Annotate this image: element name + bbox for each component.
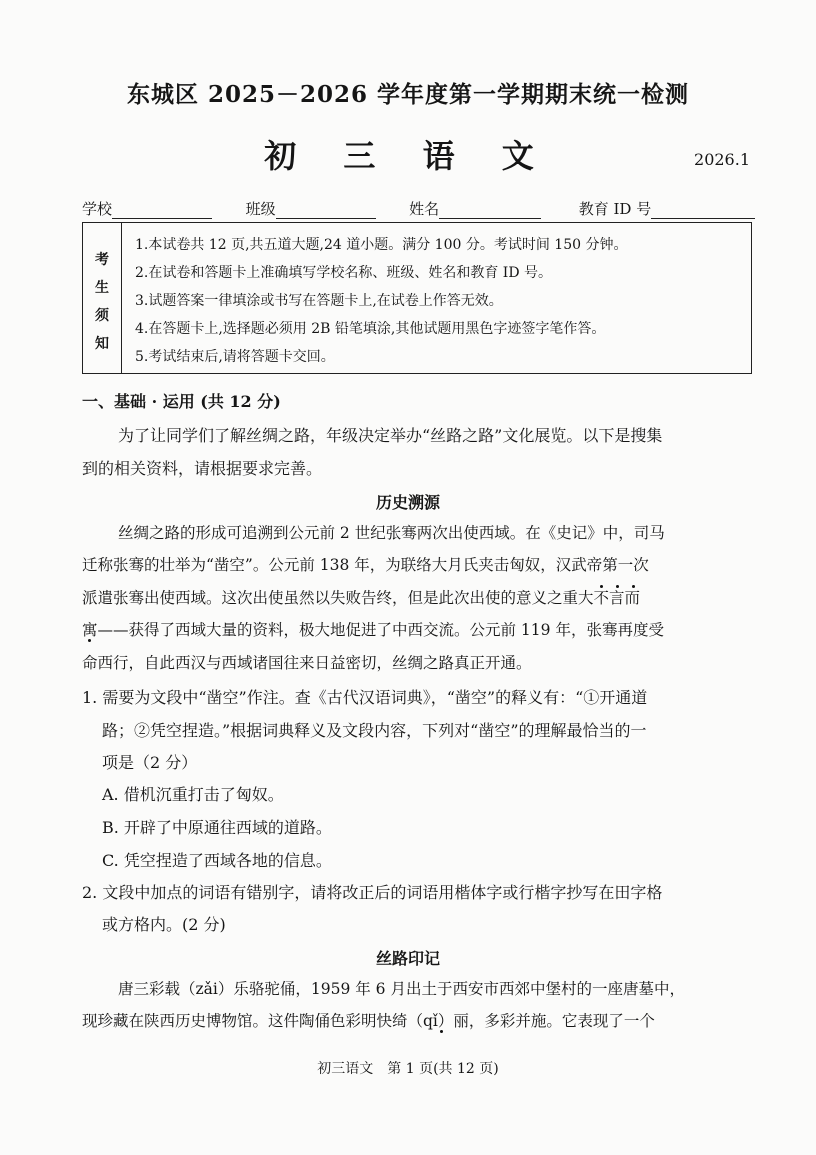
- class-blank: [276, 203, 376, 219]
- name-label: 姓名: [409, 200, 440, 218]
- exam-title: 东城区 2025－2026 学年度第一学期期末统一检测: [126, 81, 690, 108]
- dotted-phrase-text: 不言而: [593, 589, 641, 607]
- notice-item: 4.在答题卡上,选择题必须用 2B 铅笔填涂,其他试题用黑色字迹签字笔作答。: [135, 321, 606, 337]
- notice-label-char: 须: [95, 308, 109, 324]
- section-intro-line: 为了让同学们了解丝绸之路，年级决定举办“丝路之路”文化展览。以下是搜集: [118, 426, 663, 445]
- notice-label: [83, 223, 122, 373]
- notice-label-char: 知: [95, 336, 109, 352]
- notice-label-char: 考: [95, 252, 109, 268]
- notice-item: 2.在试卷和答题卡上准确填写学校名称、班级、姓名和教育 ID 号。: [135, 265, 553, 281]
- notice-label-char: 生: [95, 280, 109, 296]
- section-intro-line: 到的相关资料，请根据要求完善。: [82, 459, 323, 478]
- school-label: 学校: [82, 200, 113, 218]
- subject-title: 初 三 语 文: [264, 137, 552, 175]
- class-label: 班级: [245, 200, 276, 218]
- emphasis-dot: [600, 585, 603, 588]
- question-line: 项是（2 分）: [102, 753, 198, 772]
- question-line: 或方格内。(2 分): [102, 915, 226, 934]
- passage-line: 现珍藏在陕西历史博物馆。这件陶俑色彩明快绮（qǐ）丽，多彩并施。它表现了一个: [82, 1012, 655, 1030]
- option-b: B. 开辟了中原通往西域的道路。: [102, 818, 332, 837]
- passage-line-text: 派遣张骞出使西域。这次出使虽然以失败告终，但是此次出使的意义之重大: [82, 589, 594, 607]
- passage-line: [82, 586, 640, 608]
- section-heading: 一、基础 · 运用 (共 12 分): [82, 392, 281, 411]
- question-line: 路；②凭空捏造。”根据词典释义及文段内容，下列对“凿空”的理解最恰当的一: [102, 721, 647, 740]
- passage-line: 寓——获得了西域大量的资料，极大地促进了中西交流。公元前 119 年，张骞再度受: [82, 621, 664, 639]
- passage-title: 历史溯源: [375, 493, 440, 512]
- passage-line: 唐三彩载（zǎi）乐骆驼俑，1959 年 6 月出土于西安市西郊中堡村的一座唐墓中，: [118, 980, 685, 998]
- notice-item: 5.考试结束后,请将答题卡交回。: [135, 349, 335, 365]
- emphasis-dot: [616, 585, 619, 588]
- question-line: 2. 文段中加点的词语有错别字，请将改正后的词语用楷体字或行楷字抄写在田字格: [82, 883, 663, 902]
- option-a: A. 借机沉重打击了匈奴。: [102, 785, 284, 804]
- name-blank: [439, 203, 541, 219]
- passage-line: 丝绸之路的形成可追溯到公元前 2 世纪张骞两次出使西域。在《史记》中，司马: [118, 524, 665, 542]
- question-line: 1. 需要为文段中“凿空”作注。查《古代汉语词典》，“凿空”的释义有：“①开通道: [82, 688, 648, 707]
- emphasis-dot: [632, 585, 635, 588]
- dotted-phrase: [594, 589, 641, 607]
- notice-item: 3.试题答案一律填涂或书写在答题卡上,在试卷上作答无效。: [135, 293, 503, 309]
- page-footer: 初三语文 第 1 页(共 12 页): [317, 1061, 499, 1077]
- emphasis-dot: [440, 1030, 443, 1033]
- school-blank: [112, 203, 212, 219]
- id-label: 教育 ID 号: [578, 200, 652, 218]
- passage-title: 丝路印记: [375, 949, 440, 968]
- id-blank: [651, 203, 755, 219]
- passage-line: 迁称张骞的壮举为“凿空”。公元前 138 年，为联络大月氏夹击匈奴，汉武帝第一次: [82, 556, 649, 574]
- option-c: C. 凭空捏造了西域各地的信息。: [102, 851, 332, 870]
- notice-item: 1.本试卷共 12 页,共五道大题,24 道小题。满分 100 分。考试时间 150 分钟。: [135, 237, 628, 253]
- exam-notice-box: [82, 222, 752, 374]
- exam-date: 2026.1: [694, 150, 750, 169]
- passage-line: 命西行，自此西汉与西域诸国往来日益密切，丝绸之路真正开通。: [82, 654, 532, 672]
- student-info-row: [82, 198, 755, 219]
